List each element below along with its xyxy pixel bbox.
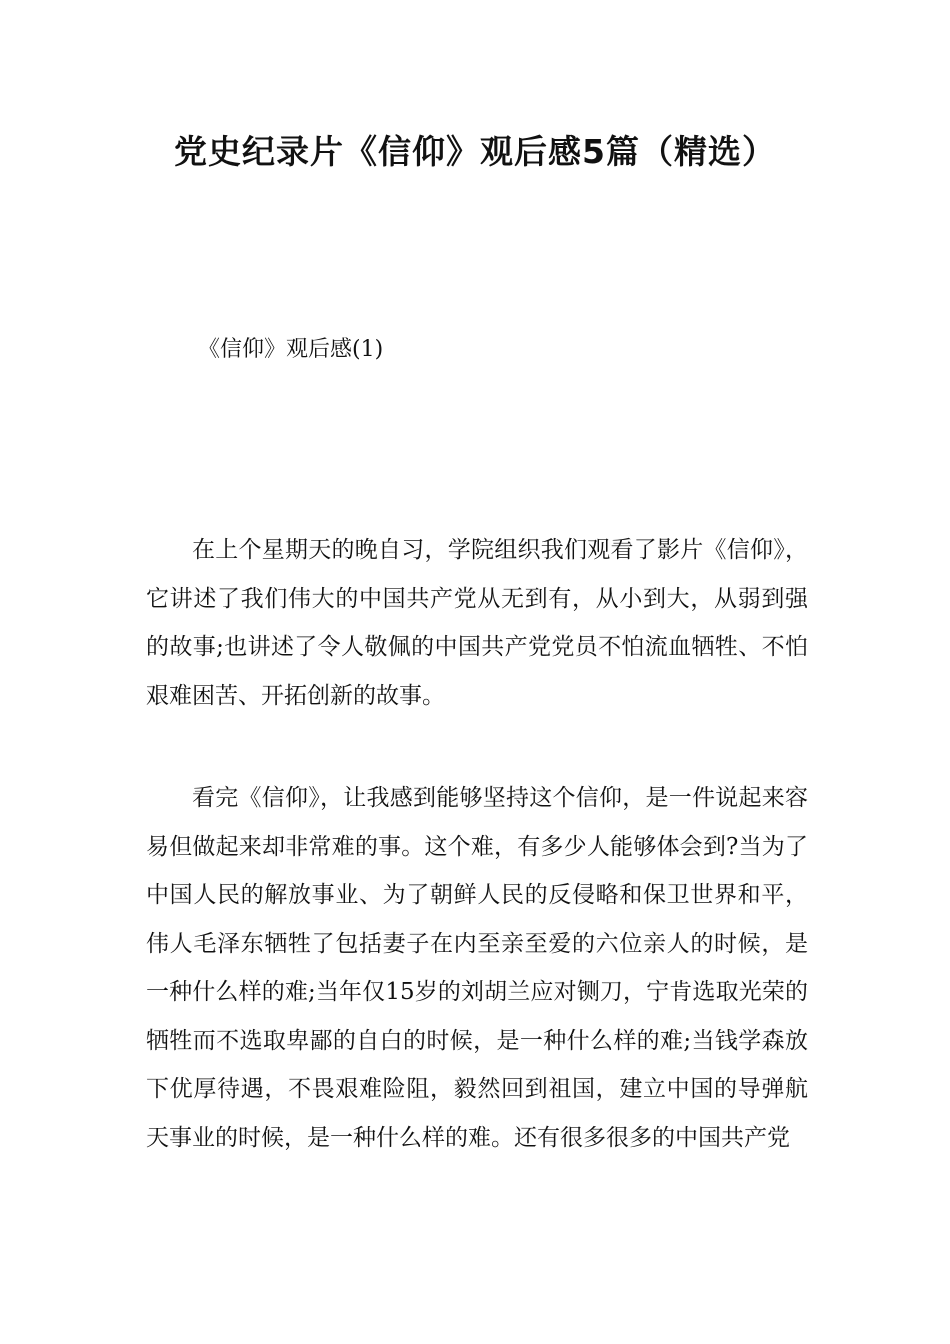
document-title: 党史纪录片《信仰》观后感5篇（精选）	[174, 132, 776, 171]
body-paragraph-1: 在上个星期天的晚自习，学院组织我们观看了影片《信仰》，它讲述了我们伟大的中国共产党从无到有，从小到大，从弱到强的故事;也讲述了令人敬佩的中国共产党党员不怕流血牺牲、不怕艰难困苦、开拓创新的故事。	[146, 537, 808, 709]
section-heading: 《信仰》观后感(1)	[198, 337, 384, 362]
body-paragraph-2: 看完《信仰》，让我感到能够坚持这个信仰，是一件说起来容易但做起来却非常难的事。这个难，有多少人能够体会到?当为了中国人民的解放事业、为了朝鲜人民的反侵略和保卫世界和平，伟人毛泽东牺牲了包括妻子在内至亲至爱的六位亲人的时候，是一种什么样的难;当年仅15岁的刘胡兰应对铡刀，宁肯选取光荣的牺牲而不选取卑鄙的自白的时候，是一种什么样的难;当钱学森放下优厚待遇，不畏艰难险阻，毅然回到祖国，建立中国的导弹航天事业的时候，是一种什么样的难。还有很多很多的中国共产党	[146, 785, 808, 1151]
